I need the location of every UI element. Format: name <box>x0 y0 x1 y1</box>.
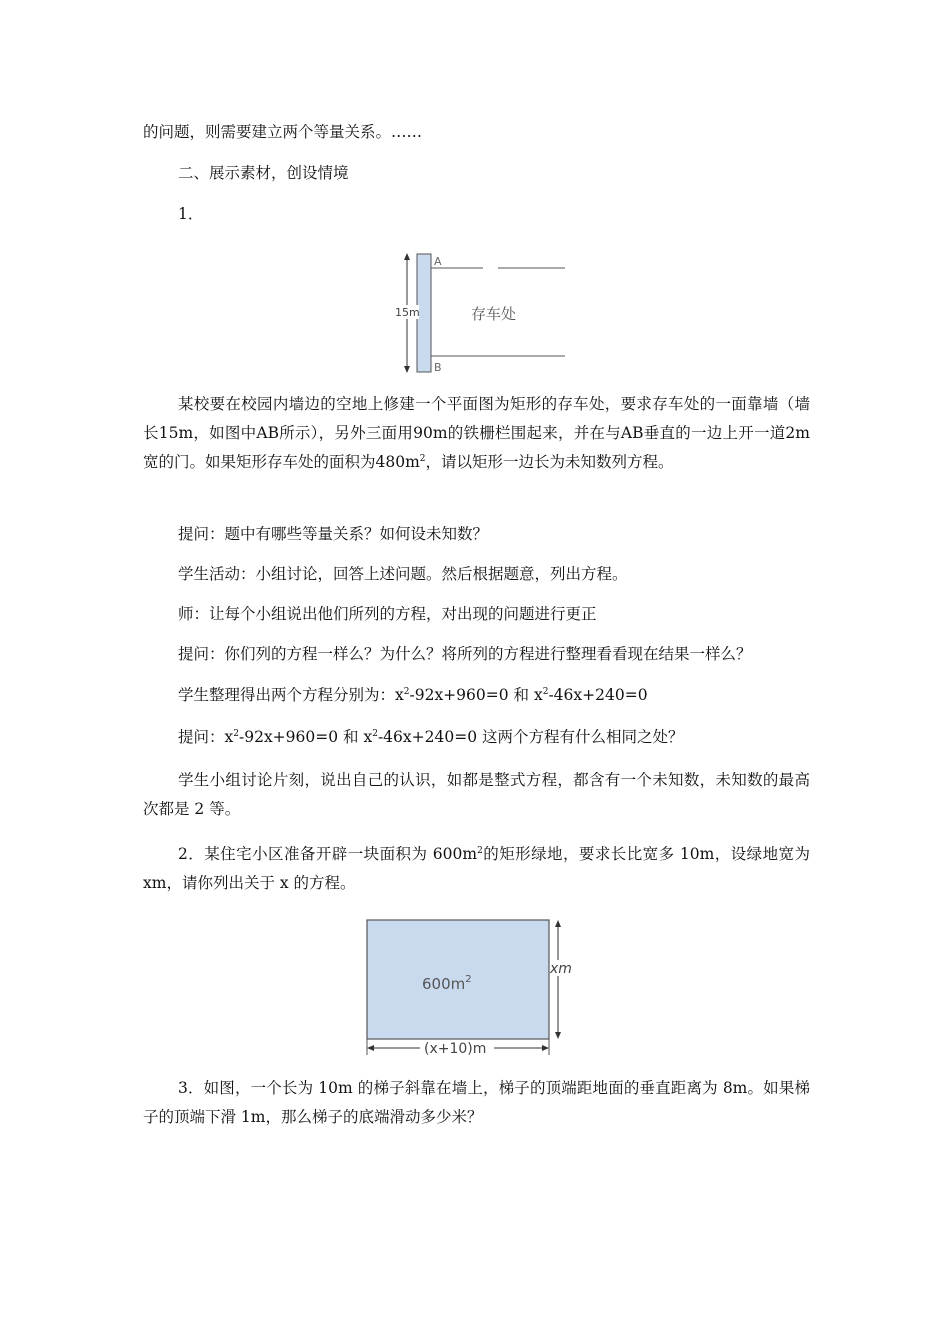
item-1-number: 1． <box>178 205 204 223</box>
teacher-instruction: 师：让每个小组说出他们所列的方程，对出现的问题进行更正 <box>178 605 597 623</box>
arrow-down-icon <box>404 366 410 373</box>
problem-1-text <box>143 390 810 477</box>
section-heading: 二、展示素材，创设情境 <box>178 164 349 182</box>
question-2: 提问：你们列的方程一样么？为什么？将所列的方程进行整理看看现在结果一样么？ <box>178 645 752 663</box>
superscript: 2 <box>403 687 410 697</box>
arrow-up-icon <box>555 920 561 927</box>
problem-2-text <box>143 840 810 898</box>
problem-1-body: 某校要在校园内墙边的空地上修建一个平面图为矩形的存车处，要求存车处的一面靠墙（墙长15m，如图中AB所示），另外三面用90m的铁栅栏围起来，并在与AB垂直的一边上开一道2m宽的门。如果矩形存车处的面积为480m <box>143 395 810 471</box>
equation-2-rest: -46x+240=0 <box>548 686 648 704</box>
problem-3-text: 3．如图，一个长为 10m 的梯子斜靠在墙上，梯子的顶端距地面的垂直距离为 8m。如果梯子的顶端下滑 1m，那么梯子的底端滑动多少米？ <box>143 1079 810 1126</box>
superscript: 2 <box>542 687 549 697</box>
equations-prefix: 学生整理得出两个方程分别为：x <box>178 686 404 704</box>
arrow-up-icon <box>404 253 410 260</box>
bottom-label: (x+10)m <box>424 1041 487 1057</box>
question-3-tail: -46x+240=0 这两个方程有什么相同之处？ <box>377 728 684 746</box>
student-discussion: 学生小组讨论片刻，说出自己的认识，如都是整式方程，都含有一个未知数，未知数的最高次都是 2 等。 <box>143 771 810 818</box>
paragraph-intro-tail: 的问题，则需要建立两个等量关系。…… <box>143 123 423 141</box>
figure-green-area <box>362 915 587 1060</box>
superscript: 2 <box>419 454 426 464</box>
shed-area-label: 存车处 <box>471 305 517 323</box>
question-1: 提问：题中有哪些等量关系？如何设未知数？ <box>178 525 489 543</box>
student-activity: 学生活动：小组讨论，回答上述问题。然后根据题意，列出方程。 <box>178 565 628 583</box>
arrow-right-icon <box>542 1045 549 1051</box>
student-equations <box>143 681 810 710</box>
equation-1-rest: -92x+960=0 和 x <box>409 686 543 704</box>
question-3-mid: -92x+960=0 和 x <box>238 728 373 746</box>
superscript: 2 <box>233 729 239 739</box>
question-3 <box>143 723 810 752</box>
superscript: 2 <box>477 846 483 856</box>
superscript: 2 <box>372 729 378 739</box>
problem-2-tail: 的矩形绿地，要求长比宽多 10m，设绿地宽为 xm，请你列出关于 x 的方程。 <box>143 845 810 892</box>
problem-1-tail: ，请以矩形一边长为未知数列方程。 <box>425 453 674 471</box>
figure-bike-shed <box>385 248 575 378</box>
point-a-label: A <box>434 255 442 268</box>
problem-2-body: 2．某住宅小区准备开辟一块面积为 600m <box>178 845 478 863</box>
point-b-label: B <box>434 361 442 374</box>
side-label: xm <box>550 961 572 977</box>
wall-length-label: 15m <box>395 306 420 319</box>
arrow-left-icon <box>367 1045 374 1051</box>
question-3-prefix: 提问：x <box>178 728 234 746</box>
arrow-down-icon <box>555 1032 561 1039</box>
area-label: $600m^2$ <box>422 974 472 993</box>
